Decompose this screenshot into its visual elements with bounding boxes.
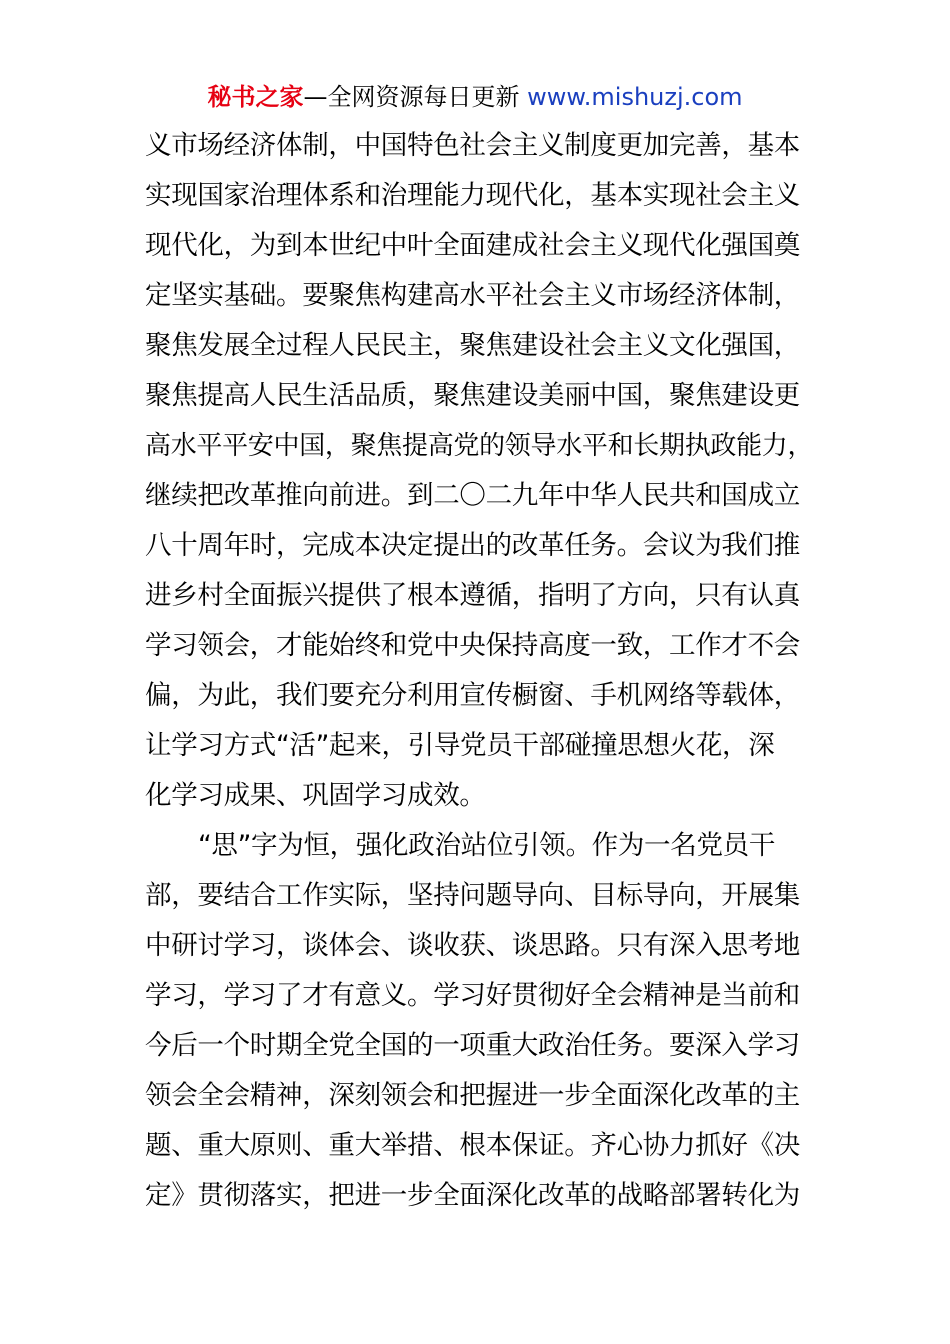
text-line: 八十周年时，完成本决定提出的改革任务。会议为我们推 (145, 530, 800, 561)
text-line: 让学习方式“活”起来，引导党员干部碰撞思想火花，深 (145, 730, 775, 761)
text-line: 义市场经济体制，中国特色社会主义制度更加完善，基本 (145, 130, 800, 161)
text-line: 聚焦发展全过程人民民主，聚焦建设社会主义文化强国， (145, 330, 800, 361)
text-line: 偏，为此，我们要充分利用宣传橱窗、手机网络等载体， (145, 680, 800, 711)
text-line: 中研讨学习，谈体会、谈收获、谈思路。只有深入思考地 (145, 930, 800, 961)
text-line: 题、重大原则、重大举措、根本保证。齐心协力抓好《决 (145, 1130, 800, 1161)
text-line: 聚焦提高人民生活品质，聚焦建设美丽中国，聚焦建设更 (145, 380, 800, 411)
text-line: 定坚实基础。要聚焦构建高水平社会主义市场经济体制， (145, 280, 800, 311)
site-url-link[interactable]: www.mishuzj.com (527, 83, 743, 111)
text-line: 进乡村全面振兴提供了根本遵循，指明了方向，只有认真 (145, 580, 800, 611)
header-tagline: —全网资源每日更新 (303, 83, 520, 111)
paragraph-2 (145, 821, 825, 1221)
text-line: 今后一个时期全党全国的一项重大政治任务。要深入学习 (145, 1030, 800, 1061)
text-line: 化学习成果、巩固学习成效。 (145, 780, 486, 811)
text-line: 定》贯彻落实，把进一步全面深化改革的战略部署转化为 (145, 1180, 800, 1211)
text-line: 高水平平安中国，聚焦提高党的领导水平和长期执政能力， (145, 431, 814, 461)
document-body (145, 121, 825, 1221)
text-line: 学习领会，才能始终和党中央保持高度一致，工作才不会 (145, 630, 800, 661)
text-line: 部，要结合工作实际，坚持问题导向、目标导向，开展集 (145, 880, 800, 911)
text-line: 领会全会精神，深刻领会和把握进一步全面深化改革的主 (145, 1080, 800, 1111)
text-line: 实现国家治理体系和治理能力现代化，基本实现社会主义 (145, 180, 800, 211)
page-header (0, 80, 950, 114)
paragraph-1 (145, 121, 825, 821)
text-line: 现代化，为到本世纪中叶全面建成社会主义现代化强国奠 (145, 230, 800, 261)
text-line-indented: “思”字为恒，强化政治站位引领。作为一名党员干 (198, 830, 776, 861)
text-line: 学习，学习了才有意义。学习好贯彻好全会精神是当前和 (145, 980, 800, 1011)
brand-name: 秘书之家 (207, 83, 304, 111)
text-line: 继续把改革推向前进。到二〇二九年中华人民共和国成立 (145, 480, 800, 511)
